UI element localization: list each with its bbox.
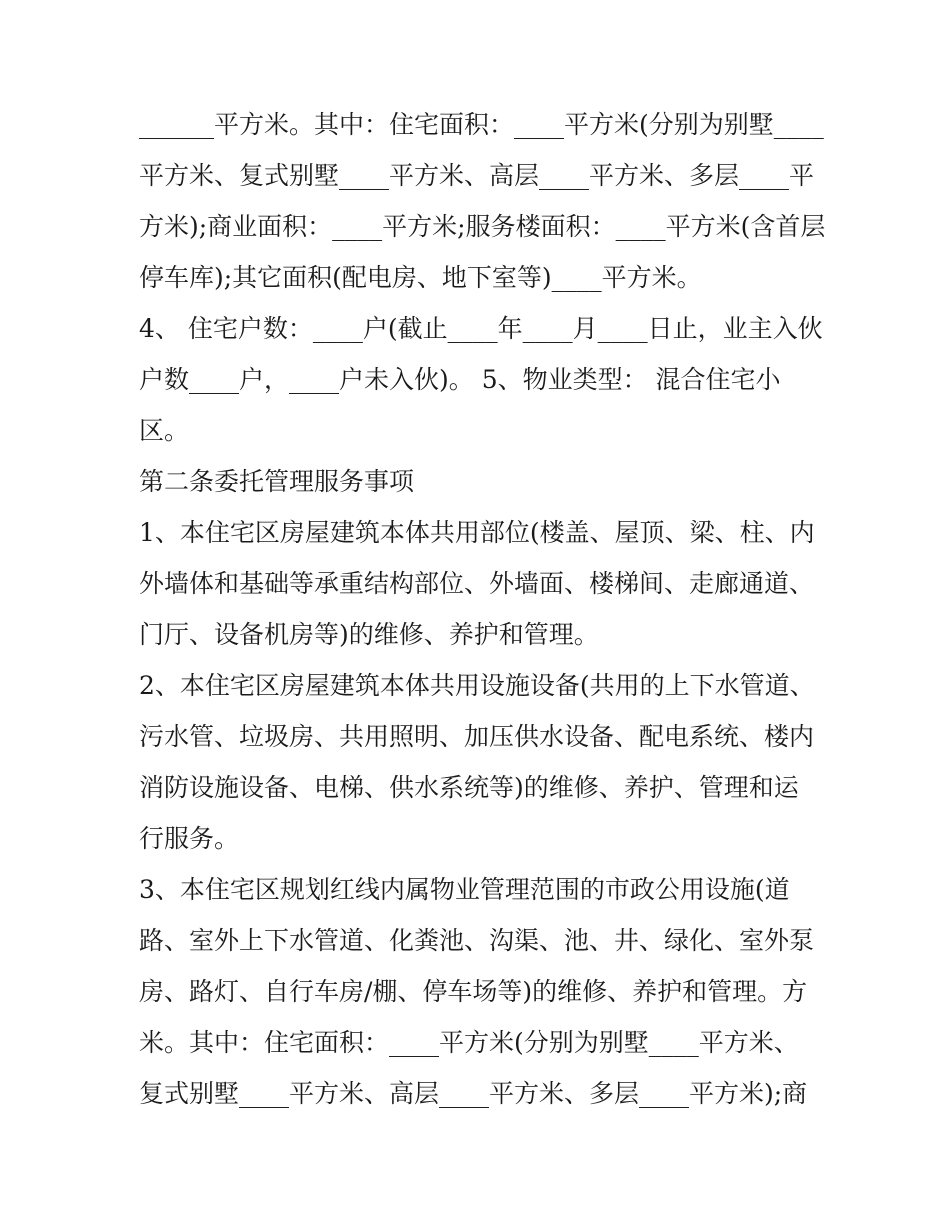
text-line: 3、本住宅区规划红线内属物业管理范围的市政公用设施(道 xyxy=(139,875,790,904)
text-line: 复式别墅____平方米、高层____平方米、多层____平方米);商 xyxy=(139,1079,808,1108)
text-line: 户数____户，____户未入伙)。 5、物业类型： 混合住宅小 xyxy=(139,365,781,394)
text-line: 路、室外上下水管道、化粪池、沟渠、池、井、绿化、室外泵 xyxy=(139,926,815,955)
section-heading: 第二条委托管理服务事项 xyxy=(139,467,415,496)
text-line: 1、本住宅区房屋建筑本体共用部位(楼盖、屋顶、梁、柱、内 xyxy=(139,518,815,547)
text-line: 停车库);其它面积(配电房、地下室等)____平方米。 xyxy=(139,263,702,292)
text-line: ______平方米。其中：住宅面积：____平方米(分别为别墅____ xyxy=(139,110,824,139)
text-line: 房、路灯、自行车房/棚、停车场等)的维修、养护和管理。方 xyxy=(139,977,808,1006)
text-line: 2、本住宅区房屋建筑本体共用设施设备(共用的上下水管道、 xyxy=(139,671,815,700)
text-line: 方米);商业面积：____平方米;服务楼面积：____平方米(含首层 xyxy=(139,212,826,241)
text-line: 平方米、复式别墅____平方米、高层____平方米、多层____平 xyxy=(139,161,815,190)
text-line: 污水管、垃圾房、共用照明、加压供水设备、配电系统、楼内 xyxy=(139,722,815,751)
text-line: 4、 住宅户数：____户(截止____年____月____日止，业主入伙 xyxy=(139,314,823,343)
text-line: 消防设施设备、电梯、供水系统等)的维修、养护、管理和运 xyxy=(139,773,799,802)
text-line: 米。其中：住宅面积：____平方米(分别为别墅____平方米、 xyxy=(139,1028,799,1057)
text-line: 门厅、设备机房等)的维修、养护和管理。 xyxy=(139,620,599,649)
document-body xyxy=(139,110,826,1108)
text-line: 行服务。 xyxy=(139,824,240,853)
text-line: 区。 xyxy=(139,416,190,445)
text-line: 外墙体和基础等承重结构部位、外墙面、楼梯间、走廊通道、 xyxy=(139,569,815,598)
